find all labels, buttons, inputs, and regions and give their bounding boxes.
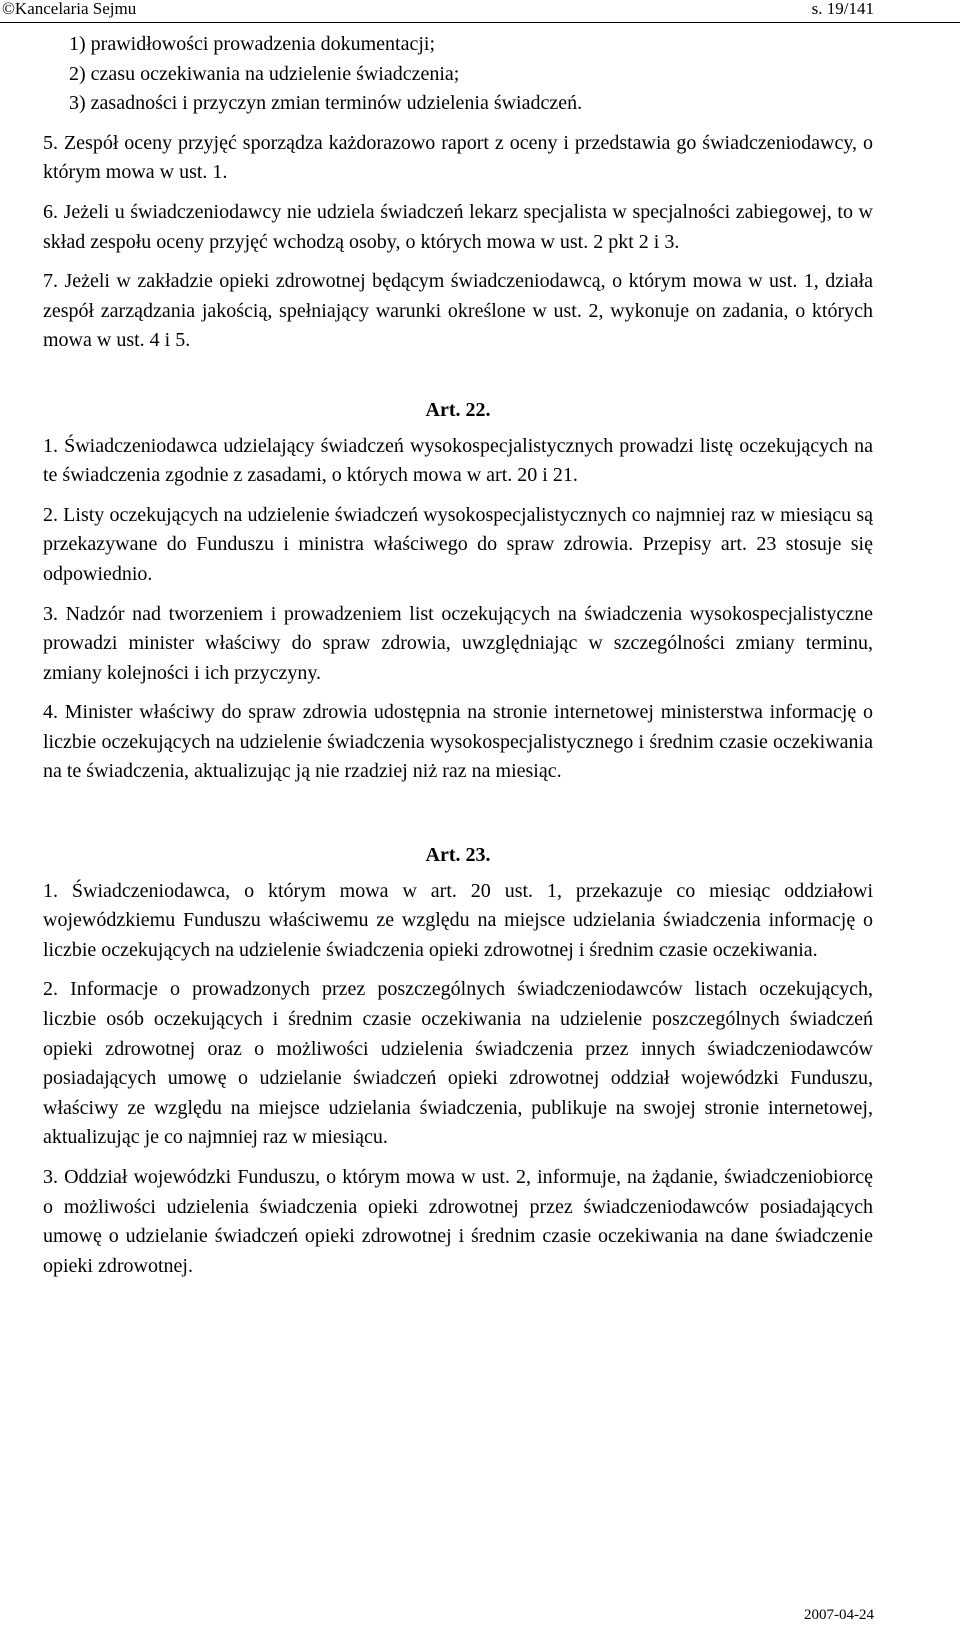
paragraph-7: 7. Jeżeli w zakładzie opieki zdrowotnej będącym świadczeniodawcą, o którym mowa w ust. 1, działa zespół zarządzania jakością, spełniający warunki określone w ust. 2, wykonuje on zadania, o których mowa w ust. 4 i 5. (43, 270, 873, 352)
list-item: 1) prawidłowości prowadzenia dokumentacji; (69, 33, 435, 55)
paragraph-5: 5. Zespół oceny przyjęć sporządza każdorazowo raport z oceny i przedstawia go świadczeniodawcy, o którym mowa w ust. 1. (43, 131, 873, 184)
document-body (43, 30, 873, 1281)
art22-paragraph-1: 1. Świadczeniodawca udzielający świadczeń wysokospecjalistycznych prowadzi listę oczekujących na te świadczenia zgodnie z zasadami, o których mowa w art. 20 i 21. (43, 434, 873, 487)
article-23-title: Art. 23. (425, 844, 491, 867)
art23-paragraph-1: 1. Świadczeniodawca, o którym mowa w art. 20 ust. 1, przekazuje co miesiąc oddziałowi wojewódzkiemu Funduszu właściwemu ze względu na miejsce udzielania świadczenia informację o liczbie oczekujących na udzielenie świadczenia opieki zdrowotnej i średnim czasie oczekiwania. (43, 879, 873, 961)
list-item: 3) zasadności i przyczyn zmian terminów udzielenia świadczeń. (69, 92, 583, 115)
page-number: s. 19/141 (811, 0, 874, 18)
art22-paragraph-4: 4. Minister właściwy do spraw zdrowia udostępnia na stronie internetowej ministerstwa informację o liczbie oczekujących na udzielenie świadczenia wysokospecjalistycznego i średnim czasie oczekiwania na te świadczenia, aktualizując ją nie rzadziej niż raz na miesiąc. (43, 701, 873, 783)
article-22-title: Art. 22. (425, 398, 491, 421)
art22-paragraph-2: 2. Listy oczekujących na udzielenie świadczeń wysokospecjalistycznych co najmniej raz w miesiącu są przekazywane do Funduszu i ministra właściwego do spraw zdrowia. Przepisy art. 23 stosuje się odpowiednio. (43, 503, 873, 585)
paragraph-6: 6. Jeżeli u świadczeniodawcy nie udziela świadczeń lekarz specjalista w specjalności zabiegowej, to w skład zespołu oceny przyjęć wchodzą osoby, o których mowa w ust. 2 pkt 2 i 3. (43, 200, 873, 253)
art23-paragraph-2: 2. Informacje o prowadzonych przez poszczególnych świadczeniodawców listach oczekujących, liczbie osób oczekujących i średnim czasie oczekiwania na udzielenie poszczególnych świadczeń opieki zdrowotnej oraz o możliwości udzielenia świadczenia przez innych świadczeniodawców posiadających umowę o udzielanie świadczeń opieki zdrowotnej oddział wojewódzki Funduszu, właściwy ze względu na miejsce udzielania świadczenia, publikuje na swojej stronie internetowej, aktualizując je co najmniej raz w miesiącu. (43, 978, 873, 1149)
footer-date: 2007-04-24 (804, 1607, 874, 1623)
list-item: 2) czasu oczekiwania na udzielenie świadczenia; (69, 62, 460, 85)
copyright-label: ©Kancelaria Sejmu (2, 0, 137, 18)
art22-paragraph-3: 3. Nadzór nad tworzeniem i prowadzeniem list oczekujących na świadczenia wysokospecjalistyczne prowadzi minister właściwy do spraw zdrowia, uwzględniając w szczególności zmiany terminu, zmiany kolejności i ich przyczyny. (43, 602, 873, 684)
page-header (0, 0, 960, 23)
art23-paragraph-3: 3. Oddział wojewódzki Funduszu, o którym mowa w ust. 2, informuje, na żądanie, świadczeniobiorcę o możliwości udzielenia świadczenia opieki zdrowotnej przez świadczeniodawców posiadających umowę o udzielanie świadczeń opieki zdrowotnej i średnim czasie oczekiwania na dane świadczenie opieki zdrowotnej. (43, 1166, 873, 1277)
